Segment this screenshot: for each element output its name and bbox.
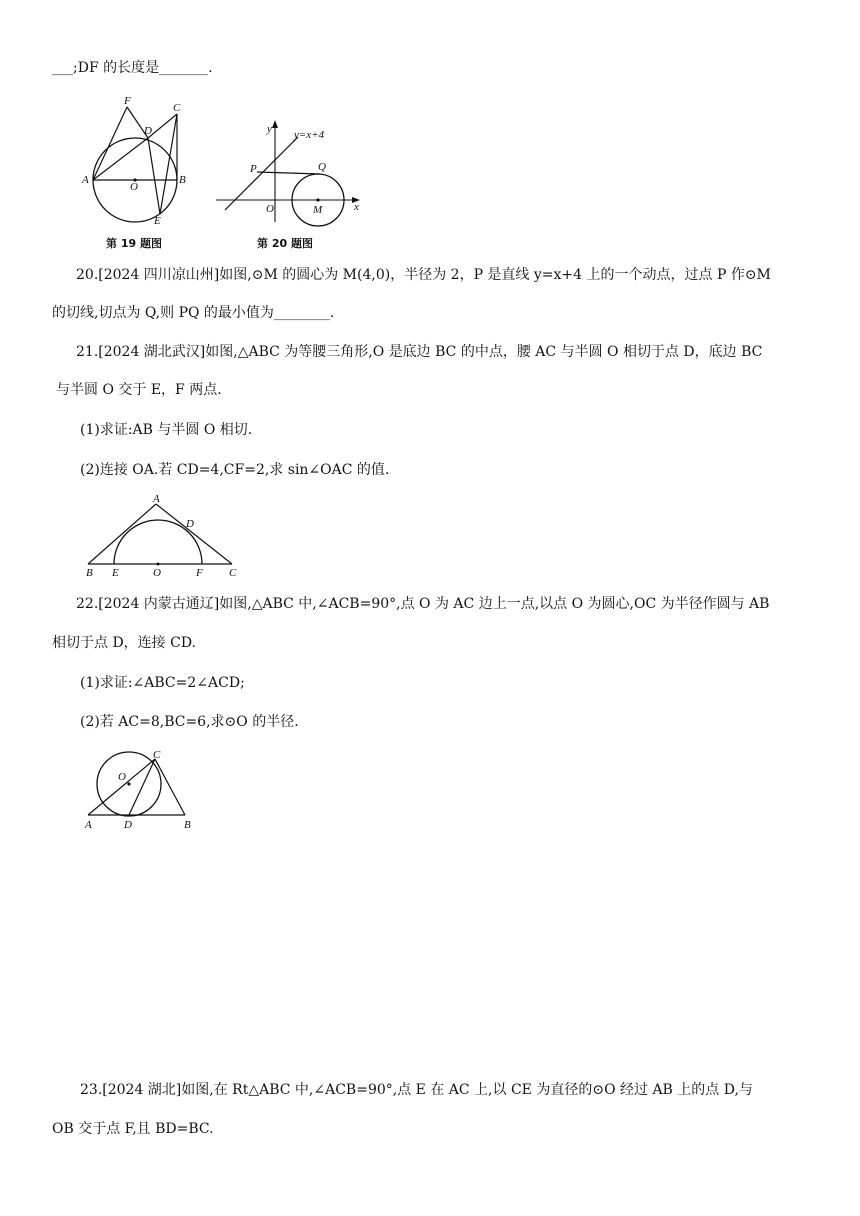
fig20-label-O: O <box>266 203 274 215</box>
fig19-label-D: D <box>144 125 152 137</box>
text-line-5: 与半圆 O 交于 E，F 两点. <box>56 382 222 398</box>
text-line-9: 相切于点 D，连接 CD. <box>52 635 197 651</box>
fig20-label-Q: Q <box>318 161 326 173</box>
fig22-label-A: A <box>85 819 92 831</box>
fig19-label-O: O <box>130 181 138 193</box>
text-line-1: ___;DF 的长度是_______. <box>52 60 213 76</box>
fig19-label-B: B <box>179 174 186 186</box>
fig21-label-D: D <box>186 518 194 530</box>
fig21-label-F: F <box>196 567 203 579</box>
fig21-label-O: O <box>153 567 161 579</box>
text-line-7: (2)连接 OA.若 CD=4,CF=2,求 sin∠OAC 的值. <box>80 462 390 478</box>
text-line-6: (1)求证:AB 与半圆 O 相切. <box>80 422 253 438</box>
figure-22 <box>82 746 212 836</box>
text-line-12: 23.[2024 湖北]如图,在 Rt△ABC 中,∠ACB=90°,点 E 在 AC 上,以 CE 为直径的⊙O 经过 AB 上的点 D,与 <box>80 1082 753 1098</box>
text-line-8: 22.[2024 内蒙古通辽]如图,△ABC 中,∠ACB=90°,点 O 为 AC 边上一点,以点 O 为圆心,OC 为半径作圆与 AB <box>76 596 770 612</box>
text-line-4: 21.[2024 湖北武汉]如图,△ABC 为等腰三角形,O 是底边 BC 的中点，腰 AC 与半圆 O 相切于点 D，底边 BC <box>76 344 763 360</box>
fig21-label-E: E <box>112 567 119 579</box>
fig19-label-F: F <box>124 95 131 107</box>
fig21-label-A: A <box>153 494 160 505</box>
fig19-label-C: C <box>173 102 181 114</box>
fig22-label-D: D <box>124 819 132 831</box>
fig20-label-x: x <box>354 201 359 213</box>
fig22-label-O: O <box>118 771 126 783</box>
text-line-3: 的切线,切点为 Q,则 PQ 的最小值为________. <box>52 305 335 321</box>
figure-20 <box>210 92 370 252</box>
text-line-10: (1)求证:∠ABC=2∠ACD; <box>80 675 245 691</box>
fig20-label-M: M <box>313 204 323 216</box>
text-line-13: OB 交于点 F,且 BD=BC. <box>52 1121 214 1137</box>
fig21-label-B: B <box>86 567 93 579</box>
fig19-caption: 第 19 题图 <box>106 237 162 250</box>
fig22-label-C: C <box>153 749 161 761</box>
fig20-caption: 第 20 题图 <box>257 237 313 250</box>
text-line-11: (2)若 AC=8,BC=6,求⊙O 的半径. <box>80 714 299 730</box>
text-line-2: 20.[2024 四川凉山州]如图,⊙M 的圆心为 M(4,0)，半径为 2，P 是直线 y=x+4 上的一个动点，过点 P 作⊙M <box>76 267 771 283</box>
fig20-label-line: y=x+4 <box>294 129 325 141</box>
figure-21 <box>82 494 252 584</box>
fig21-label-C: C <box>229 567 237 579</box>
fig22-label-B: B <box>184 819 191 831</box>
figure-19 <box>80 92 220 252</box>
fig19-label-A: A <box>82 174 89 186</box>
fig19-label-E: E <box>154 215 161 227</box>
fig20-label-P: P <box>250 163 257 175</box>
fig20-label-y: y <box>267 123 272 135</box>
